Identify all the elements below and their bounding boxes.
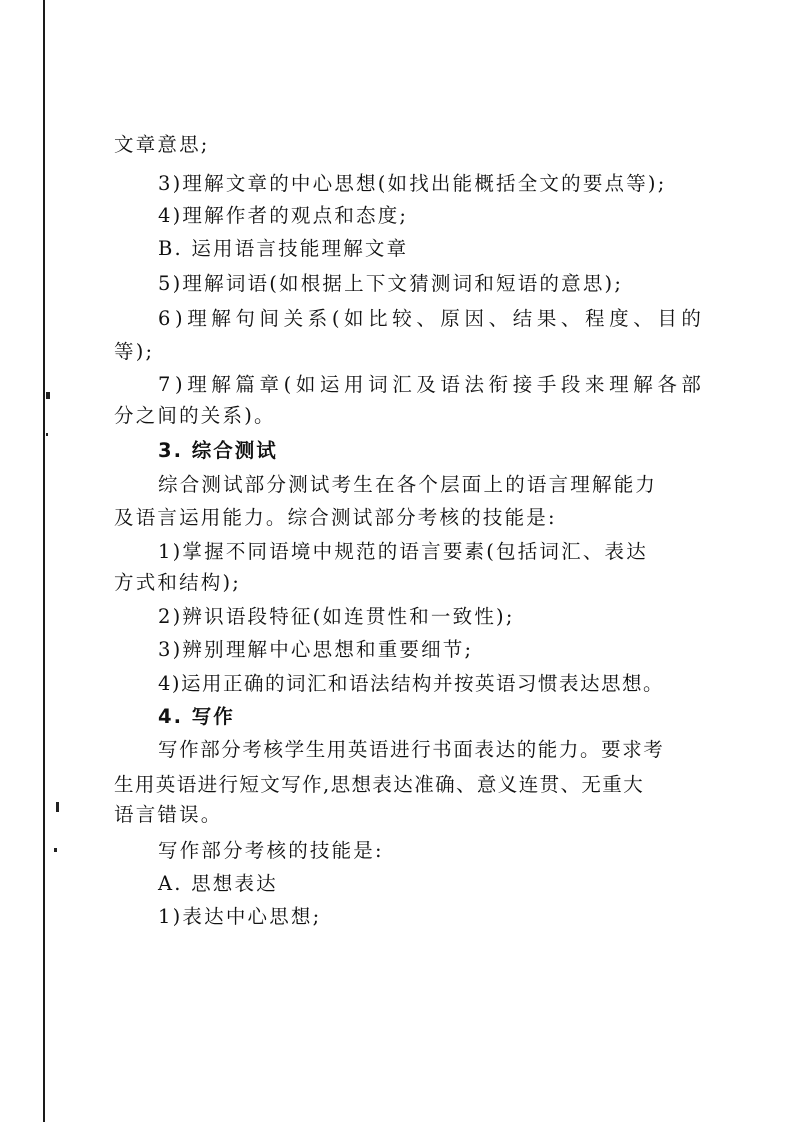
scan-speck — [46, 392, 50, 399]
text-line: 综合测试部分测试考生在各个层面上的语言理解能力 — [158, 473, 658, 496]
text-line: 3)理解文章的中心思想(如找出能概括全文的要点等); — [158, 172, 667, 195]
text-line: 7)理解篇章(如运用词汇及语法衔接手段来理解各部 — [158, 373, 706, 396]
text-line: 写作部分考核学生用英语进行书面表达的能力。要求考 — [158, 738, 665, 761]
text-line: 5)理解词语(如根据上下文猜测词和短语的意思); — [158, 272, 624, 295]
text-line: 1)表达中心思想; — [158, 905, 322, 928]
scan-left-edge — [43, 0, 45, 1122]
text-line: 语言错误。 — [114, 803, 223, 826]
text-line: 分之间的关系)。 — [114, 404, 276, 427]
text-line: 生用英语进行短文写作,思想表达准确、意义连贯、无重大 — [114, 773, 645, 796]
text-line: 方式和结构); — [114, 571, 242, 594]
scan-speck — [46, 433, 48, 436]
text-line: A. 思想表达 — [158, 872, 278, 895]
text-line: B. 运用语言技能理解文章 — [158, 237, 409, 260]
text-line: 2)辨识语段特征(如连贯性和一致性); — [158, 605, 515, 628]
text-line: 3)辨别理解中心思想和重要细节; — [158, 638, 474, 661]
text-line: 及语言运用能力。综合测试部分考核的技能是: — [114, 506, 557, 529]
text-line: 4)理解作者的观点和态度; — [158, 204, 409, 227]
scan-speck — [54, 848, 57, 852]
section-heading: 4. 写作 — [158, 705, 235, 728]
scan-speck — [56, 802, 59, 812]
text-line: 写作部分考核的技能是: — [158, 839, 384, 862]
text-line: 等); — [114, 340, 155, 363]
text-line: 4)运用正确的词汇和语法结构并按英语习惯表达思想。 — [158, 672, 665, 695]
text-line: 文章意思; — [114, 133, 210, 156]
section-heading: 3. 综合测试 — [158, 439, 278, 462]
text-line: 6)理解句间关系(如比较、原因、结果、程度、目的 — [158, 307, 706, 330]
text-line: 1)掌握不同语境中规范的语言要素(包括词汇、表达 — [158, 540, 648, 563]
